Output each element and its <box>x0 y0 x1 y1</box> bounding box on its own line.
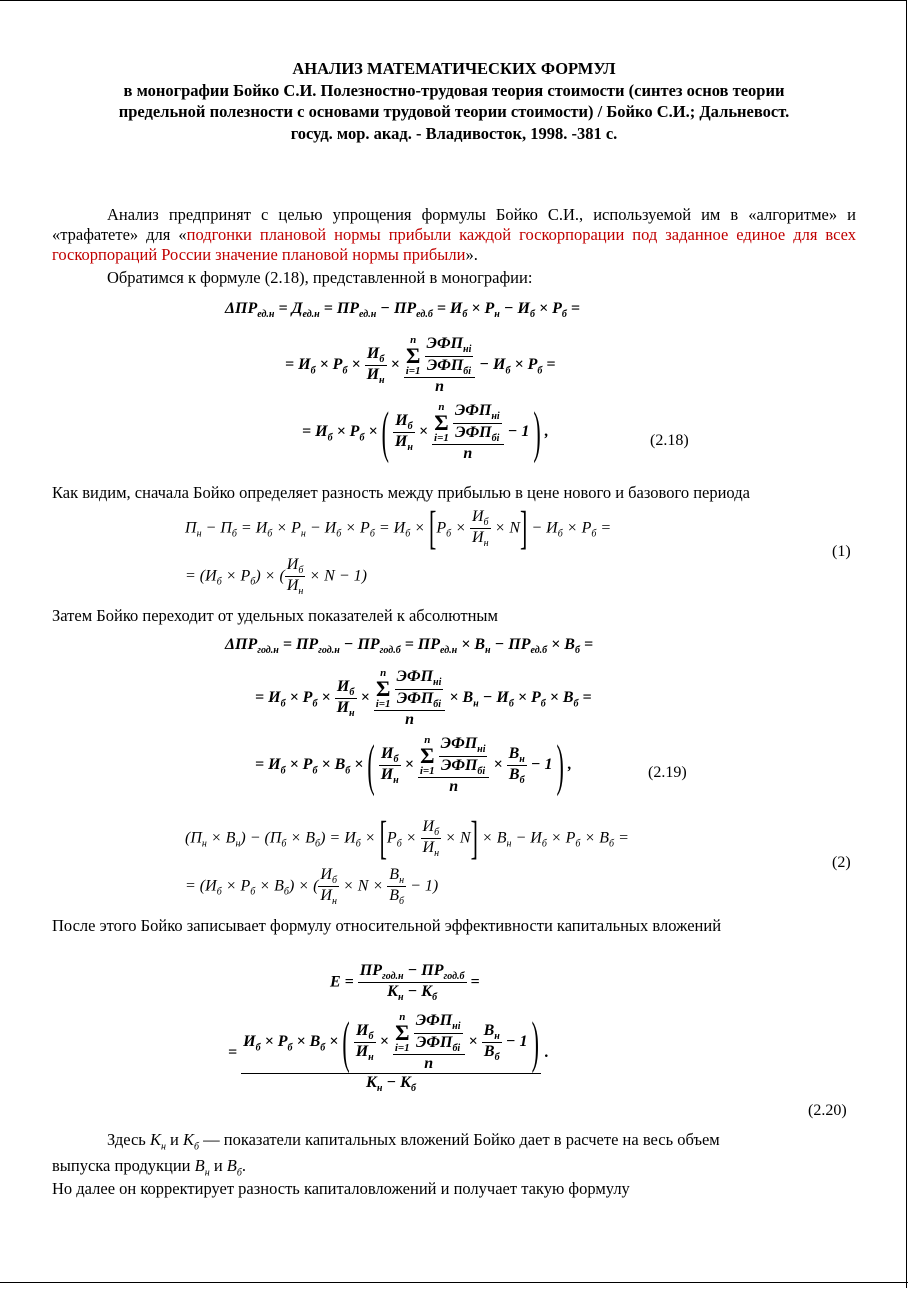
symbol-k-b: $К_б$ <box>183 1130 199 1153</box>
formula-2-20-line-2: = $И_б \times Р_б \times В_б$ × ( $\frac{И_б}{И_н}$ × n Σ i=1 $\frac{ЭФП_{нi}}{ЭФП_{бi}}$ n × $\frac{В_н}{В_б}$ − 1 ) $К_н - К_б$ . <box>228 1008 549 1095</box>
page-bottom-rule <box>0 1282 908 1283</box>
title-line-4: госуд. мор. акад. - Владивосток, 1998. -381 с. <box>290 123 618 143</box>
zdes-lead: Здесь <box>107 1130 146 1149</box>
vypuska-and: и <box>213 1156 223 1175</box>
formula-2-20-line-1: E = $\frac{ПР_{год.н} - ПР_{год.б}}{К_н - К_б}$ = <box>330 962 480 1004</box>
equation-number-2-19: (2.19) <box>648 764 687 781</box>
vypuska-lead: выпуска продукции <box>52 1156 191 1175</box>
equation-number-1: (1) <box>832 543 851 560</box>
formula-2-18-line-3: = $И_б \times Р_б$ × ( $\frac{И_б}{И_н}$ × n Σ i=1 $\frac{ЭФП_{нi}}{ЭФП_{бi}}$ n − 1 ) , <box>302 398 549 464</box>
symbol-k-n: $К_н$ <box>149 1130 166 1153</box>
intro-text-start: Анализ предпринят с целью упрощения формулы Бойко С.И., используемой им в «алгоритме» и «трафатете» для « <box>52 205 856 244</box>
formula-2-19-line-3: = $И_б \times Р_б \times В_б$ × ( $\frac{И_б}{И_н}$ × n Σ i=1 $\frac{ЭФП_{нi}}{ЭФП_{бi}}$ n × $\frac{В_н}{В_б}$ − 1 ) , <box>255 731 572 797</box>
equation-number-2: (2) <box>832 854 851 871</box>
equation-number-2-18: (2.18) <box>650 432 689 449</box>
refer-paragraph: Обратимся к формуле (2.18), представленной в монографии: <box>107 268 533 287</box>
symbol-v-n: $В_н$ <box>194 1156 210 1179</box>
symbol-v-b: $В_б$ <box>226 1156 242 1179</box>
text-no-dalee: Но далее он корректирует разность капиталовложений и получает такую формулу <box>52 1179 630 1198</box>
intro-quote-red: подгонки плановой нормы прибыли каждой госкорпорации под заданное единое для всех госкорпораций России значение плановой нормы прибыли <box>52 225 856 264</box>
title-line-2: в монографии Бойко С.И. Полезностно-трудовая теория стоимости (синтез основ теории <box>123 80 785 100</box>
title-line-1: АНАЛИЗ МАТЕМАТИЧЕСКИХ ФОРМУЛ <box>292 59 616 78</box>
equation-number-2-20: (2.20) <box>808 1102 847 1119</box>
formula-2-19-line-2: = $И_б \times Р_б$ × $\frac{И_б}{И_н}$ × n Σ i=1 $\frac{ЭФП_{нi}}{ЭФП_{бi}}$ n × $В_н - И_б \times Р_б \times В_б$ = <box>255 667 592 728</box>
text-kak-vidim: Как видим, сначала Бойко определяет разность между прибылью в цене нового и базового периода <box>52 483 750 502</box>
formula-2-19-line-1: $\Delta ПР_{год.н} = ПР_{год.н} - ПР_{год.б} = ПР_{ед.н} \times В_н - ПР_{ед.б} \times В_б$ = <box>225 636 594 657</box>
intro-paragraph <box>52 205 856 265</box>
intro-text-end: ». <box>465 245 478 264</box>
formula-2-18-line-2: = $И_б \times Р_б$ × $\frac{И_б}{И_н}$ × n Σ i=1 $\frac{ЭФП_{нi}}{ЭФП_{бi}}$ n − $И_б \times Р_б$ = <box>285 334 556 395</box>
text-posle: После этого Бойко записывает формулу относительной эффективности капитальных вложений <box>52 916 722 935</box>
formula-2-18-line-1: $\Delta ПР_{ед.н} = Д_{ед.н} = ПР_{ед.н} - ПР_{ед.б} = И_б \times Р_н - И_б \times Р_б$ = <box>225 300 580 321</box>
vypuska-end: . <box>241 1156 247 1175</box>
formula-1-line-2: = $(И_б \times Р_б)$ × ( $\frac{И_б}{И_н}$ × N − 1) <box>185 556 367 598</box>
formula-2-line-1: $(П_н \times В_н) - (П_б \times В_б) = И_б \times [Р_б$ × $\frac{И_б}{И_н}$ × $N] \times В_н - И_б \times Р_б \times В_б$ = <box>185 811 629 864</box>
title-line-3: предельной полезности с основами трудовой теории стоимости) / Бойко С.И.; Дальневост. <box>118 102 790 121</box>
text-zatem: Затем Бойко переходит от удельных показателей к абсолютным <box>52 606 498 625</box>
formula-1-line-1: $П_н - П_б = И_б \times Р_н - И_б \times Р_б = И_б \times [Р_б$ × $\frac{И_б}{И_н}$ × $N] - И_б \times Р_б$ = <box>185 501 612 554</box>
document-title <box>40 58 868 144</box>
zdes-and-1: и <box>170 1130 179 1149</box>
zdes-desc: — показатели капитальных вложений Бойко дает в расчете на весь объем <box>203 1130 720 1149</box>
formula-2-line-2: = $(И_б \times Р_б \times В_б)$ × ( $\frac{И_б}{И_н}$ × N × $\frac{В_н}{В_б}$ − 1) <box>185 866 439 908</box>
